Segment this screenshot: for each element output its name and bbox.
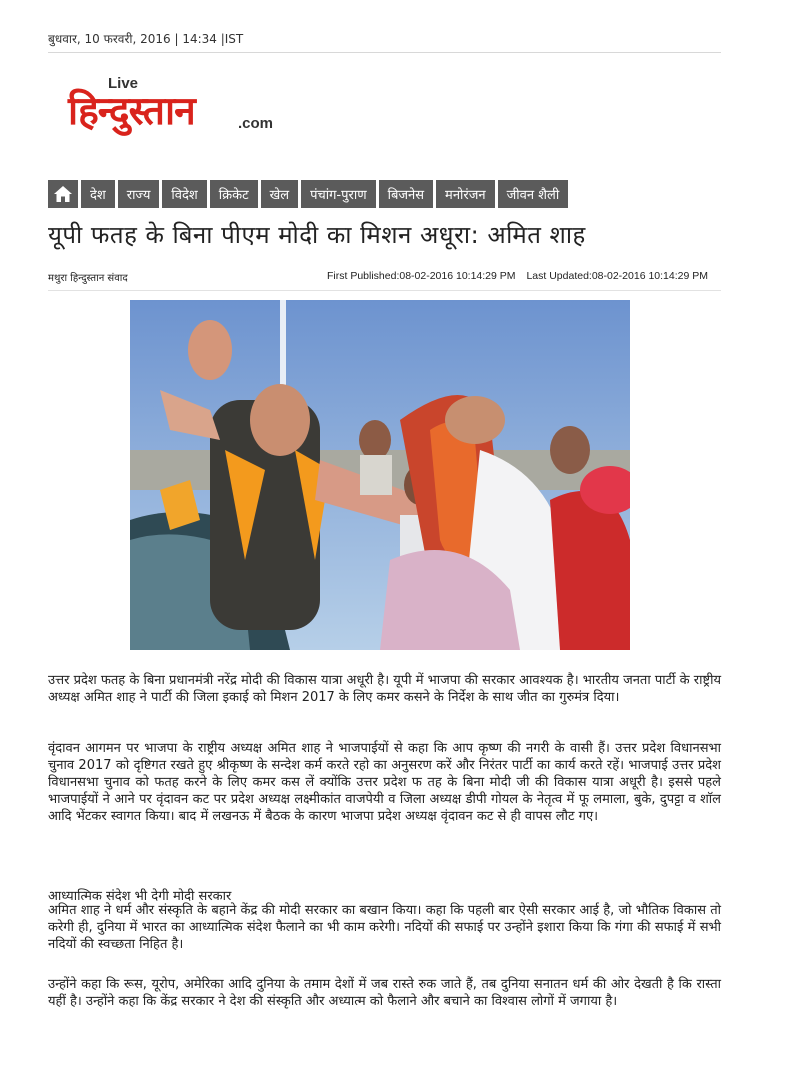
- nav-item-desh[interactable]: देश: [81, 180, 115, 208]
- nav-item-manoranjan[interactable]: मनोरंजन: [436, 180, 495, 208]
- last-updated: Last Updated:08-02-2016 10:14:29 PM: [526, 270, 708, 282]
- nav-item-jeevan-shaili[interactable]: जीवन शैली: [498, 180, 569, 208]
- article-paragraph: उत्तर प्रदेश फतह के बिना प्रधानमंत्री नरेंद्र मोदी की विकास यात्रा अधूरी है। यूपी में भाजपा की सरकार आवश्यक है। भारतीय जनता पार्टी के राष्ट्रीय अध्यक्ष अमित शाह ने पार्टी की जिला इकाई को मिशन 2017 के लिए कमर कसने के निर्देश के साथ जीत का गुरुमंत्र दिया।: [48, 673, 721, 705]
- nav-item-panchang[interactable]: पंचांग-पुराण: [301, 180, 375, 208]
- nav-item-business[interactable]: बिजनेस: [379, 180, 433, 208]
- nav-item-cricket[interactable]: क्रिकेट: [210, 180, 258, 208]
- photo-illustration: [130, 300, 630, 650]
- nav-item-videsh[interactable]: विदेश: [162, 180, 206, 208]
- article-paragraph: उन्होंने कहा कि रूस, यूरोप, अमेरिका आदि दुनिया के तमाम देशों में जब रास्ते रुक जाते हैं, तब दुनिया सनातन धर्म की ओर देखती है कि रास्ता यहीं है। उन्होंने कहा कि केंद्र सरकार ने देश की संस्कृति और अध्यात्म को फैलाने और बचाने का विश्वास लोगों में जगाया है।: [48, 977, 721, 1009]
- logo-domain-text: .com: [238, 115, 274, 132]
- home-icon: [53, 185, 73, 203]
- article-photo: [130, 300, 630, 650]
- nav-item-khel[interactable]: खेल: [261, 180, 298, 208]
- article-byline: मथुरा हिन्दुस्तान संवाद: [48, 273, 128, 284]
- first-published: First Published:08-02-2016 10:14:29 PM: [327, 270, 516, 282]
- logo-hindustan-text: हिन्दुस्तान: [68, 89, 195, 134]
- nav-item-rajya[interactable]: राज्य: [118, 180, 160, 208]
- site-logo[interactable]: [68, 75, 308, 145]
- main-nav: [48, 180, 568, 208]
- article-headline: यूपी फतह के बिना पीएम मोदी का मिशन अधूरा: अमित शाह: [48, 221, 586, 249]
- article-paragraph: वृंदावन आगमन पर भाजपा के राष्ट्रीय अध्यक्ष अमित शाह ने भाजपाईयों से कहा कि आप कृष्ण की नगरी के वासी हैं। उत्तर प्रदेश विधानसभा चुनाव 2017 को दृष्टिगत रखते हुए श्रीकृष्ण के सन्देश कर्म करते रहो का अनुसरण करें और निरंतर पार्टी का कार्य करते रहें। भाजपाई उत्तर प्रदेश विधानसभा चुनाव को फतह करने के लिए कमर कस लें क्योंकि उत्तर प्रदेश फ तह के बिना मोदी जी की विकास यात्रा अधूरी है। इससे पहले भाजपाईयों ने आने पर वृंदावन कट पर प्रदेश अध्यक्ष लक्ष्मीकांत वाजपेयी व जिला अध्यक्ष डीपी गोयल के नेतृत्व में फू लमाला, बुके, दुपट्टा व शाॅल आदि भेंटकर स्वागत किया। बाद में लखनऊ में बैठक के कारण भाजपा प्रदेश अध्यक्ष वृंदावन कट से ही वापस लौट गए।: [48, 741, 721, 824]
- divider: [48, 52, 721, 53]
- logo-live-text: Live: [108, 75, 139, 92]
- divider: [48, 290, 721, 291]
- article-paragraph: अमित शाह ने धर्म और संस्कृति के बहाने केंद्र की मोदी सरकार का बखान किया। कहा कि पहली बार ऐसी सरकार आई है, जो भौतिक विकास तो करेगी ही, दुनिया में भारत का आध्यात्मिक संदेश फैलाने का भी काम करेगी। नदियों की सफाई पर उन्होंने इशारा किया कि गंगा की सफाई में सभी नदियों की स्वच्छता निहित है।: [48, 903, 721, 952]
- publish-info: [327, 270, 716, 282]
- dateline: बुधवार, 10 फरवरी, 2016 | 14:34 |IST: [48, 32, 244, 46]
- article-subheading: आध्यात्मिक संदेश भी देगी मोदी सरकार: [48, 889, 232, 904]
- nav-home-button[interactable]: [48, 180, 78, 208]
